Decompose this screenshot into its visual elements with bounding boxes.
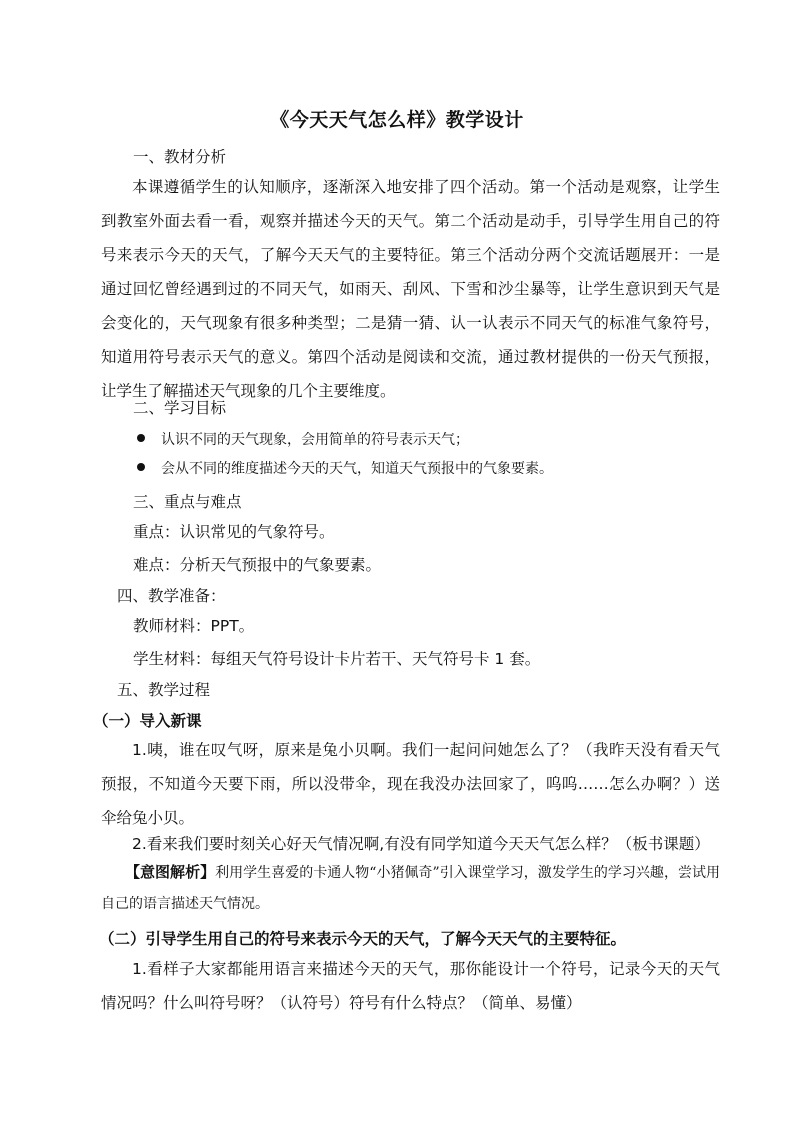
- subsection-heading-1: （一）导入新课: [93, 712, 202, 730]
- bullet-icon: [137, 463, 145, 471]
- teacher-materials: 教师材料：PPT。: [133, 617, 255, 635]
- student-materials: 学生材料：每组天气符号设计卡片若干、天气符号卡 1 套。: [133, 650, 541, 668]
- difficult-point: 难点：分析天气预报中的气象要素。: [133, 556, 382, 574]
- bullet-item: [137, 458, 553, 478]
- paragraph-analysis: 本课遵循学生的认知顺序，逐渐深入地安排了四个活动。第一个活动是观察，让学生到教室外面去看一看，观察并描述今天的天气。第二个活动是动手，引导学生用自己的符号来表示今天的天气，了解今天天气的主要特征。第三个活动分两个交流话题展开：一是通过回忆曾经遇到过的不同天气，如雨天、刮风、下雪和沙尘暴等，让学生意识到天气是会变化的，天气现象有很多种类型；二是猜一猜、认一认表示不同天气的标准气象符号，知道用符号表示天气的意义。第四个活动是阅读和交流，通过教材提供的一份天气预报，让学生了解描述天气现象的几个主要维度。: [101, 178, 720, 400]
- section-heading-4: 四、教学准备：: [117, 587, 226, 605]
- paragraph-step-1: 1.咦，谁在叹气呀，原来是兔小贝啊。我们一起问问她怎么了？（我昨天没有看天气预报，不知道今天要下雨，所以没带伞，现在我没办法回家了，呜呜……怎么办啊？）送伞给兔小贝。: [101, 741, 720, 827]
- section-heading-5: 五、教学过程: [117, 681, 211, 699]
- key-point: 重点：认识常见的气象符号。: [133, 523, 335, 541]
- section-heading-3: 三、重点与难点: [133, 493, 242, 511]
- section-heading-2: 二、学习目标: [133, 399, 227, 417]
- section-heading-1: 一、教材分析: [133, 148, 227, 166]
- document-title: 《今天天气怎么样》教学设计: [270, 109, 524, 131]
- subsection-heading-2: （二）引导学生用自己的符号来表示今天的天气，了解今天天气的主要特征。: [99, 930, 627, 948]
- intent-label: 【意图解析】: [125, 863, 216, 881]
- bullet-item: [137, 429, 469, 449]
- paragraph-step-2: 2.看来我们要时刻关心好天气情况啊,有没有同学知道今天天气怎么样？（板书课题）: [132, 835, 710, 853]
- paragraph-step-3: 1.看样子大家都能用语言来描述今天的天气，那你能设计一个符号，记录今天的天气情况吗？什么叫符号呀？（认符号）符号有什么特点？（简单、易懂）: [101, 960, 720, 1012]
- intent-note: [101, 857, 720, 920]
- intent-text: 利用学生喜爱的卡通人物“小猪佩奇”引入课堂学习，激发学生的学习兴趣，尝试用自己的语言描述天气情况。: [101, 865, 720, 912]
- bullet-icon: [137, 434, 145, 442]
- bullet-text: 会从不同的维度描述今天的天气，知道天气预报中的气象要素。: [161, 461, 553, 477]
- bullet-text: 认识不同的天气现象，会用简单的符号表示天气；: [161, 432, 469, 448]
